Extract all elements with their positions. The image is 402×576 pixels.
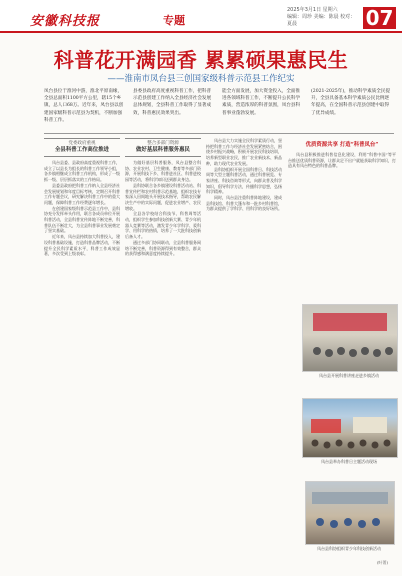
lede-block [44, 88, 394, 132]
editor-text: 编辑：周珍 美编：陈晨 校对：夏晨 [287, 14, 356, 27]
article-paragraph: 凤台县大力实施全民科学素质行动，坚持把科普工作与经济社会发展紧密结合，围绕乡村振兴战略，积极开展农民科技培训，培养新型职业农民，推广农业新技术、新品种，助力现代农业发展。 [206, 138, 282, 166]
lede-column: 能全方面发展，加大资金投入，全面推进各领域科普工作，不断提升公民科学素质，营造浓厚的科普氛围，凤台县科普事业蓬勃发展。 [222, 89, 301, 116]
author-credit: (叶菁) [377, 560, 389, 565]
lede-column: 凤台县位于淮河中游，淮北平原南缘，全县总面积1100平方公里，辖15个乡镇，总人口68万。近年来，凤台县以创建国家级科普示范县为契机，不断加强科普工作。 [44, 89, 124, 123]
article-paragraph: 通过多部门协同联动，全县科普服务网络不断完善，科普资源得到有效整合，群众的获得感和满意度持续提升。 [125, 239, 201, 257]
page-subtitle: ——淮南市凤台县三创国家级科普示范县工作纪实 [107, 74, 295, 84]
lecture-photo-illustration [303, 305, 397, 371]
news-photo [302, 398, 398, 458]
page-title: 科普花开满园香 累累硕果惠民生 [53, 48, 349, 72]
column-title: 全县科普工作高位推进 [55, 147, 109, 153]
photo-caption: 凤台县开展科普讲座走进乡镇活动 [319, 373, 379, 378]
column-kicker: 党委政府重视 [68, 141, 96, 146]
article-paragraph: 凤台县积极推进科普信息化建设，利用“科普中国”等平台推送优质科普资源，让群众足不出户就能获取科学知识，打造具有凤台特色的科普品牌。 [288, 152, 396, 169]
article-paragraph: 近年来，凤台县持续加大科普投入，建设科普基础设施，打造科普品牌活动，不断提升全民科学素质水平，科普工作成效显著，多次受到上级表彰。 [44, 234, 120, 257]
date-line [287, 7, 357, 28]
page-number: 07 [363, 7, 396, 29]
section-label: 专题 [163, 14, 185, 27]
section-subheading: 优质资源共享 打造“科普凤台” [305, 142, 379, 148]
column-heading [125, 138, 201, 157]
article-paragraph: 县委县政府把科普工作纳入全县经济社会发展规划和年度目标考核，定期召开科普工作专题会议，研究解决科普工作中的重大问题，保障科普工作经费逐年增长。 [44, 182, 120, 205]
newspaper-logo: 安徽科技报 [30, 14, 101, 29]
article-paragraph: 在创建国家级科普示范县工作中，县科协充分发挥牵头作用，联合各成员单位开展科普活动，全县科普宣传阵地不断完善，科普队伍不断壮大，为全县科普事业发展奠定了坚实基础。 [44, 205, 120, 234]
photo-caption: 凤台县科协组织青少年科技创新活动 [317, 546, 381, 551]
article-paragraph: 同时，凤台县注重科普阵地建设，建成县科技馆、科普大篷车和一批乡村科普馆，为群众提供了学科学、用科学的良好场所。 [206, 195, 282, 212]
article-column-1 [44, 138, 120, 558]
article-column-3 [206, 138, 282, 558]
article-column-2 [125, 138, 201, 558]
event-photo-illustration [303, 399, 397, 457]
lede-column: (2021-2025年)，推动科学素质全民提升，全县具备基本科学素质公民比例逐年提高，在全国科普示范县创建中取得了优异成绩。 [311, 89, 391, 116]
masthead-rule [0, 31, 402, 33]
lede-divider [44, 133, 394, 134]
date-text: 2025年3月1日 星期六 [287, 7, 338, 13]
column-heading [44, 138, 120, 157]
article-paragraph: 全县各学校结合科技节、科普周等活动，组织学生参加科技创新大赛、青少年机器人竞赛等活动，激发青少年学科学、爱科学、用科学的热情，培养了一大批科技创新后备人才。 [125, 211, 201, 240]
news-photo [302, 304, 398, 372]
article-paragraph: 县科协组织开展全国科普日、科技活动周等大型主题科普活动，通过科普展览、专家讲座、科技咨询等形式，向群众普及科学知识，倡导科学方法，传播科学思想，弘扬科学精神。 [206, 166, 282, 195]
photo-caption: 凤台县举办科普日主题活动现场 [321, 459, 377, 464]
article-column-4 [288, 138, 396, 298]
article-paragraph: 县科协联合各乡镇建设科普活动站、科普宣传栏和农村科普示范基地，组织农技专家深入田间地头开展技术指导，帮助农民解决生产中的实际问题，促进农业增产、农民增收。 [125, 182, 201, 211]
news-photo [305, 481, 395, 545]
article-paragraph: 为做好基层科普服务，凤台县整合科协、农业农村、卫生健康、教育等多部门资源，开展科技下乡、科普进社区、科普进校园等活动，将科学知识送到群众身边。 [125, 160, 201, 183]
column-kicker: 整合多部门资源 [147, 141, 179, 146]
masthead [0, 0, 402, 32]
article-paragraph: 凤台县委、县政府高度重视科普工作，成立了以县长为组长的科普工作领导小组，各乡镇相继成立科普工作机构，形成了一级抓一级、层层抓落实的工作格局。 [44, 160, 120, 183]
column-title: 做好基层科普服务惠民 [136, 147, 190, 153]
students-photo-illustration [306, 482, 394, 544]
lede-column: 县委县政府高度重视科普工作，把科普示范县创建工作纳入全县经济社会发展总体规划，全县科普工作取得了显著成效，科普惠民效果突出。 [133, 89, 212, 116]
